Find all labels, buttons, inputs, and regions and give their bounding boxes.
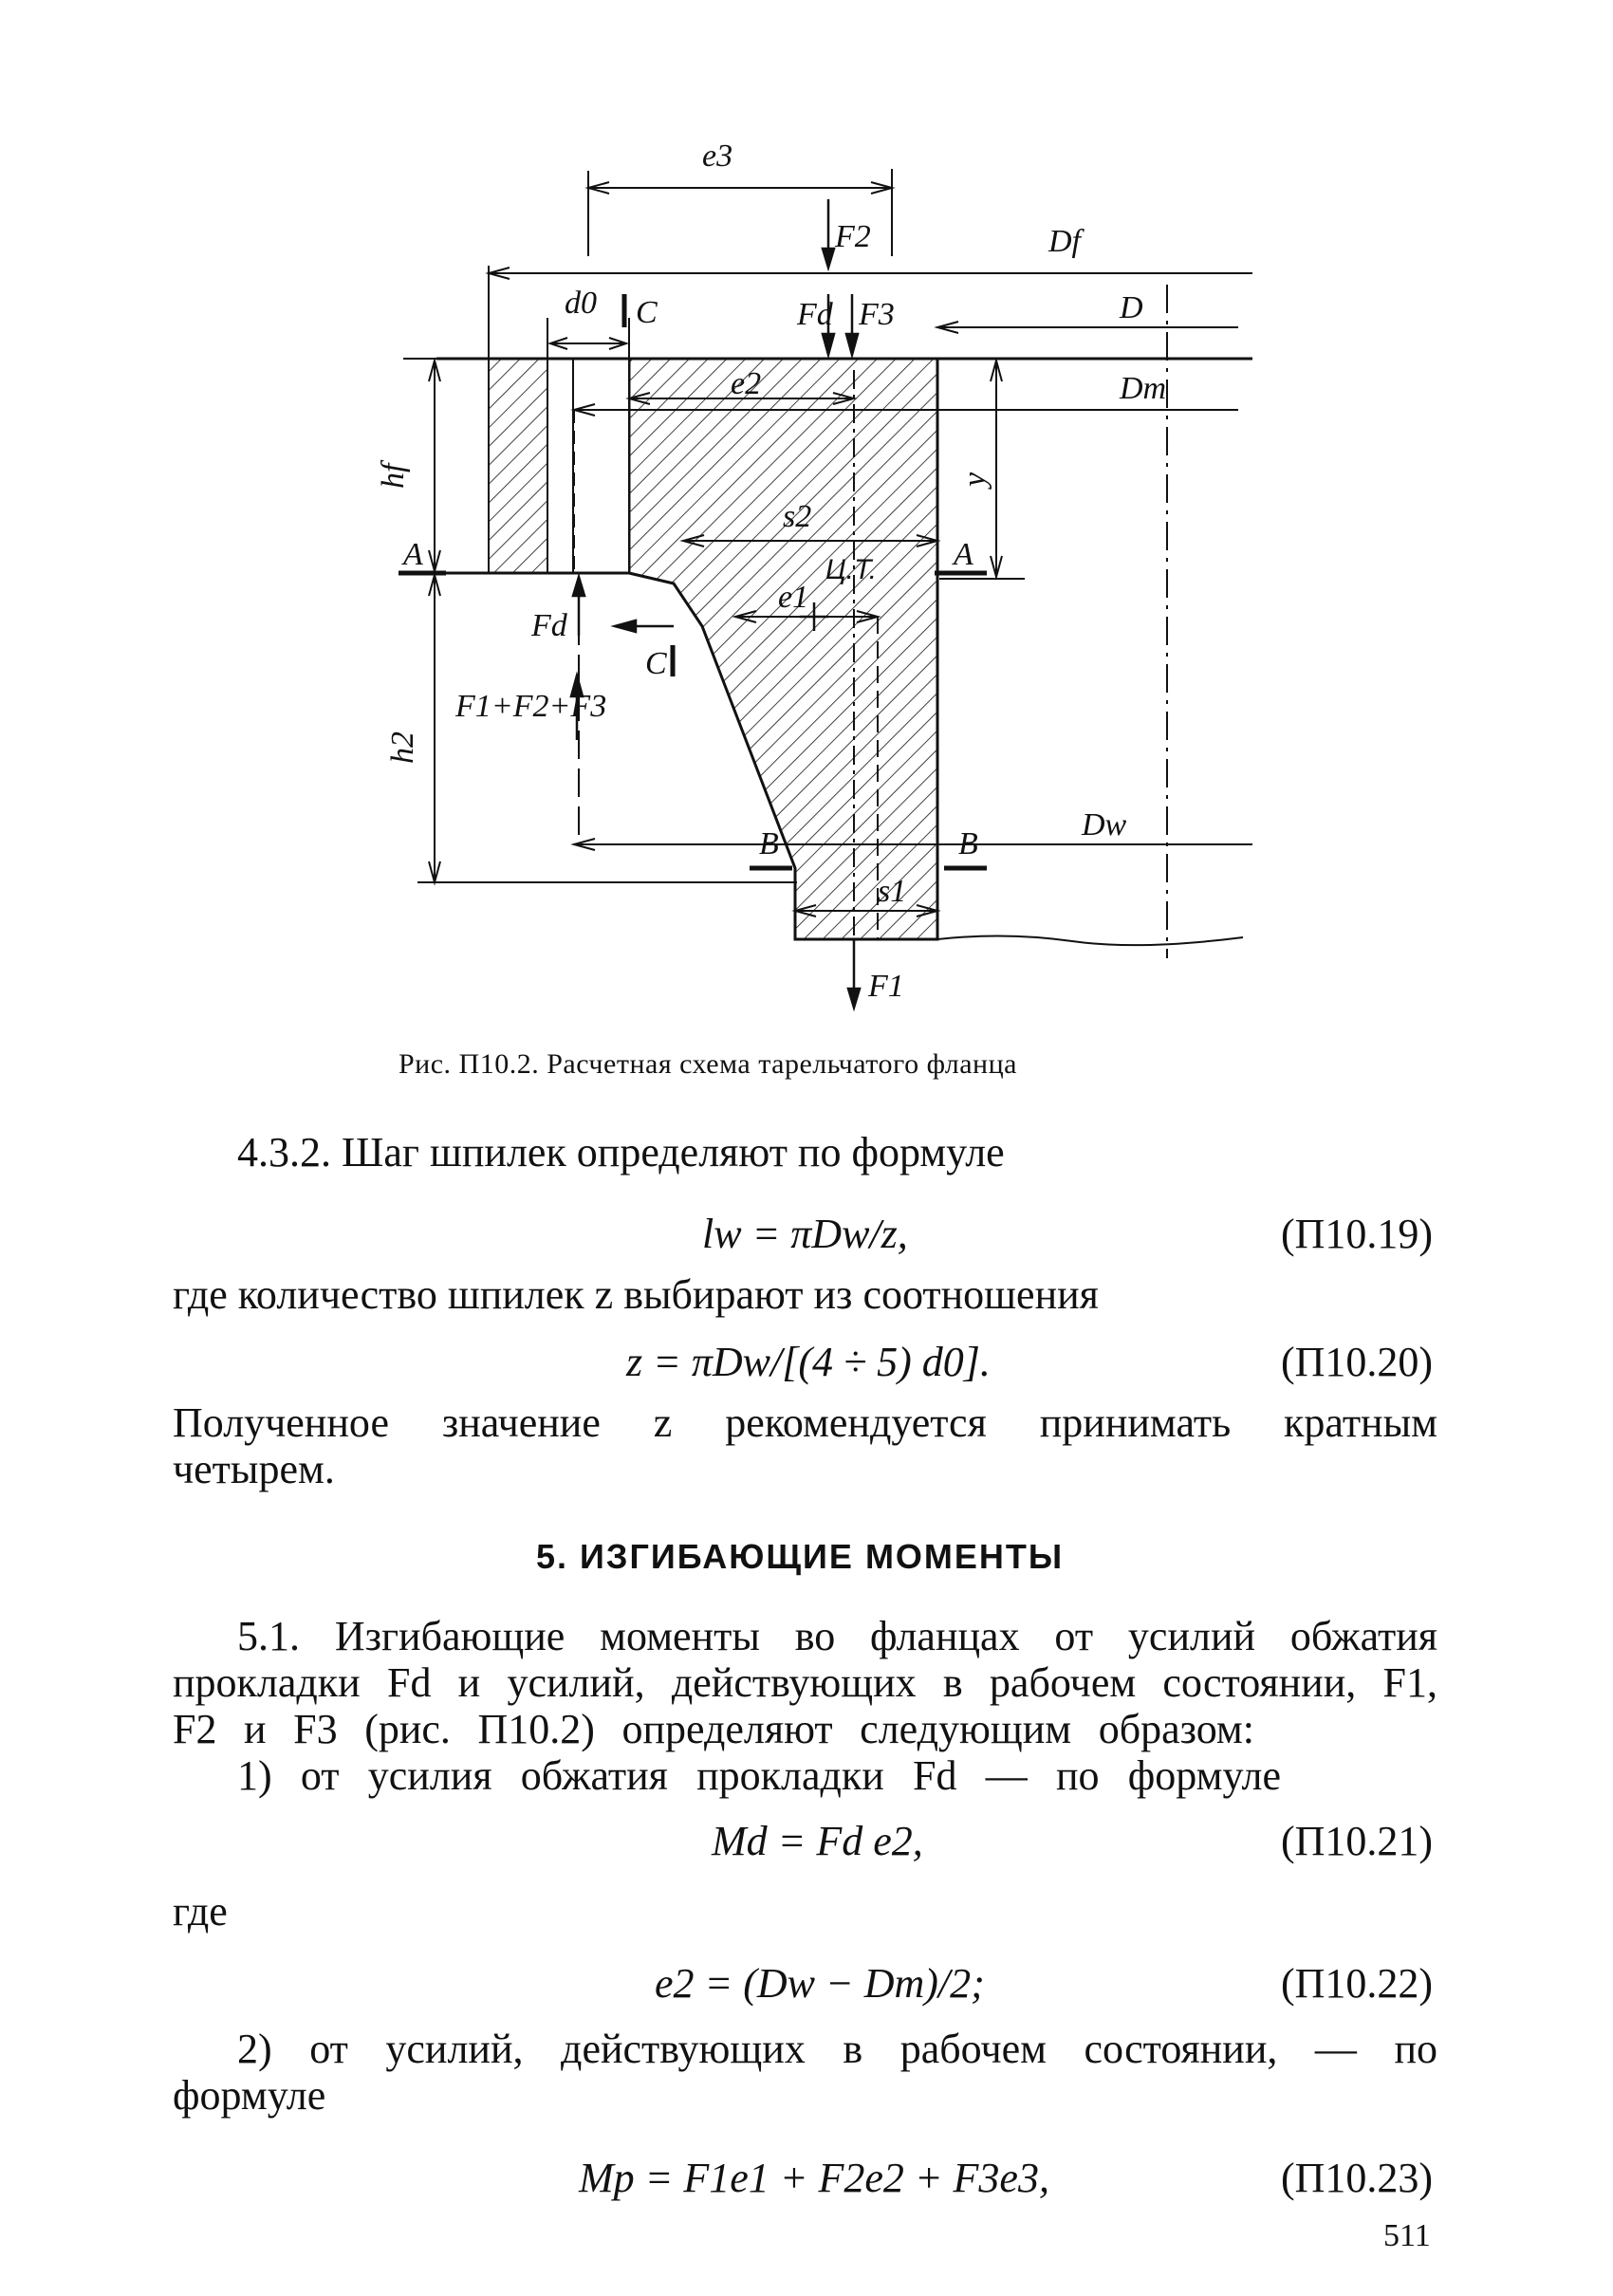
paragraph-2-line1: 2) от усилий, действующих в рабочем состоянии, — по (237, 2026, 1437, 2072)
paragraph-4-3-2: 4.3.2. Шаг шпилек определяют по формуле (237, 1129, 1005, 1176)
paragraph-5-1-line4: 1) от усилия обжатия прокладки Fd — по формуле (237, 1752, 1281, 1799)
label-b-right: B (958, 826, 978, 861)
label-dw: Dw (1082, 807, 1127, 842)
label-h2: h2 (385, 731, 420, 764)
figure-caption: Рис. П10.2. Расчетная схема тарельчатого фланца (399, 1048, 1017, 1080)
equation-number-p10-20: (П10.20) (1281, 1339, 1434, 1385)
equation-number-p10-22: (П10.22) (1281, 1960, 1434, 2007)
label-fd-left: Fd (531, 608, 567, 643)
flange-section (489, 359, 937, 939)
label-df: Df (1048, 224, 1081, 259)
label-hf: hf (376, 463, 411, 489)
label-s1: s1 (878, 874, 907, 909)
paragraph-5-1-line1: 5.1. Изгибающие моменты во фланцах от усилий обжатия (237, 1613, 1437, 1659)
label-c-top: C (636, 295, 658, 330)
label-center-of-gravity: Ц.Т. (825, 554, 878, 585)
label-f3: F3 (859, 297, 895, 332)
equation-p10-21: Md = Fd e2, (712, 1818, 923, 1864)
paragraph-5-1-line2: прокладки Fd и усилий, действующих в рабочем состоянии, F1, (173, 1659, 1437, 1706)
paragraph-2-line2: формуле (173, 2072, 326, 2119)
equation-p10-23: Mp = F1e1 + F2e2 + F3e3, (579, 2155, 1049, 2201)
label-e3: e3 (702, 139, 733, 174)
equation-p10-22: e2 = (Dw − Dm)/2; (655, 1960, 985, 2007)
label-c-bottom: C (645, 646, 667, 681)
paragraph-recommend-line1: Полученное значение z рекомендуется принимать кратным (173, 1399, 1437, 1446)
equation-p10-19: lw = πDw/z, (702, 1211, 908, 1257)
label-f2: F2 (835, 219, 871, 254)
label-y: y (957, 472, 992, 487)
equation-number-p10-21: (П10.21) (1281, 1818, 1434, 1864)
label-e2: e2 (731, 366, 762, 401)
page-number: 511 (1383, 2218, 1431, 2253)
paragraph-5-1-line3: F2 и F3 (рис. П10.2) определяют следующим образом: (173, 1706, 1254, 1752)
paragraph-gde: где (173, 1888, 228, 1935)
label-d0: d0 (565, 286, 597, 321)
label-f-sum: F1+F2+F3 (455, 689, 607, 724)
label-a-left: A (403, 537, 423, 572)
label-e1: e1 (778, 580, 809, 615)
paragraph-recommend-line2: четырем. (173, 1446, 335, 1492)
section-heading: 5. ИЗГИБАЮЩИЕ МОМЕНТЫ (536, 1537, 1065, 1576)
equation-number-p10-23: (П10.23) (1281, 2155, 1434, 2201)
equation-p10-20: z = πDw/[(4 ÷ 5) d0]. (626, 1339, 991, 1385)
label-f1: F1 (868, 969, 904, 1004)
label-dm: Dm (1120, 371, 1167, 406)
label-d: D (1120, 290, 1143, 325)
label-b-left: B (759, 826, 779, 861)
label-fd-top: Fd (797, 297, 833, 332)
paragraph-where-z: где количество шпилек z выбирают из соотношения (173, 1271, 1099, 1318)
flange-diagram (361, 123, 1271, 1025)
equation-number-p10-19: (П10.19) (1281, 1211, 1434, 1257)
label-s2: s2 (783, 499, 812, 534)
label-a-right: A (954, 537, 973, 572)
